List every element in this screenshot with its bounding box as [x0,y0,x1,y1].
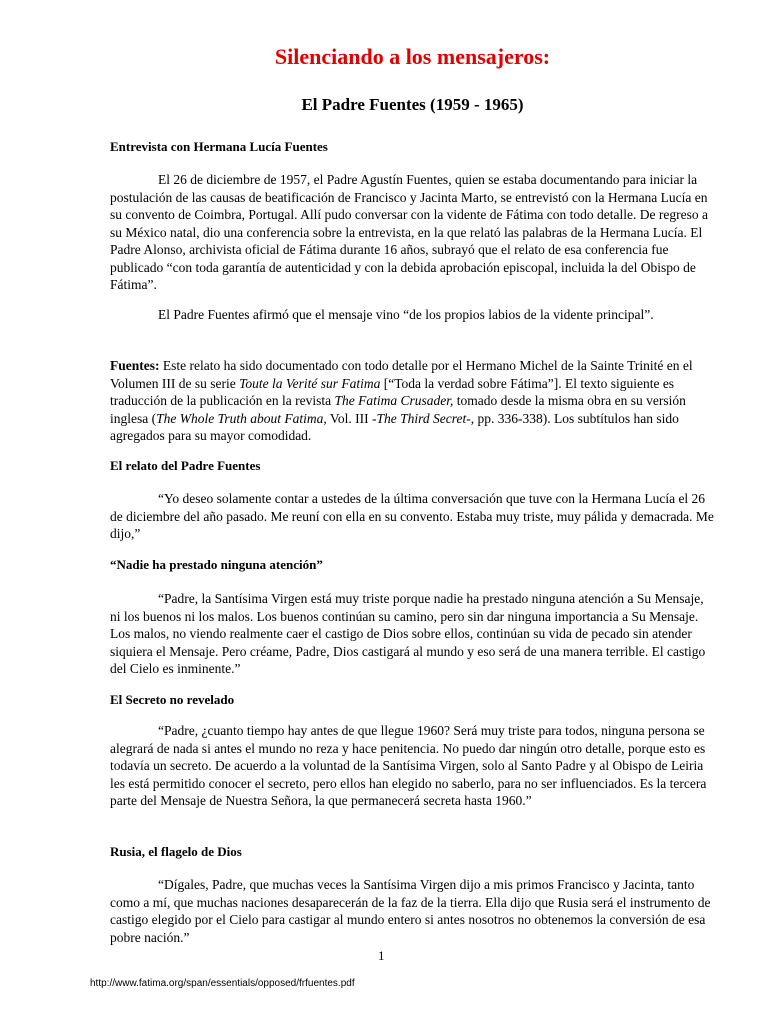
paragraph-vidente: El Padre Fuentes afirmó que el mensaje vino “de los propios labios de la vidente principal”. [158,307,654,322]
document-title: Silenciando a los mensajeros: [274,44,551,69]
note-book-title: Toute la Verité sur Fatima [239,375,381,391]
note-text-e: tomado desde la misma obra en su versión inglesa ( [110,393,686,426]
note-volume-title: The Third Secret [376,410,467,426]
footer-url: http://www.fatima.org/span/essentials/opposed/frfuentes.pdf [90,978,355,989]
section-heading-secreto: El Secreto no revelado [110,692,235,707]
paragraph-entrevista: El 26 de diciembre de 1957, el Padre Agustín Fuentes, quien se estaba documentando para iniciar la postulación de las causas de beatificación de Francisco y Jacinta Marto, se entrevistó con la Hermana Lucía en su convento de Coimbra, Portugal. Allí pudo conversar con la vidente de Fátima con todo detalle. De regreso a su México natal, dio una conferencia sobre la entrevista, en la que relató las palabras de la Hermana Lucía. El Padre Alonso, archivista oficial de Fátima durante 16 años, subrayó que el relato de esa conferencia fue publicado “con toda garantía de autenticidad y con la debida aprobación episcopal, incluida la del Obispo de Fátima”. [110,172,708,292]
note-label: Fuentes: [110,358,160,373]
section-heading-nadie: “Nadie ha prestado ninguna atención” [110,557,323,572]
paragraph-rusia: “Dígales, Padre, que muchas veces la Santísima Virgen dijo a mis primos Francisco y Jacinta, tanto como a mí, que muchas naciones desaparecerán de la faz de la tierra. Ella dijo que Rusia será el instrumento de castigo elegido por el Cielo para castigar al mundo entero si antes nosotros no obtenemos la conversión de esa pobre nación.” [110,877,711,945]
note-text-c: [“Toda la verdad sobre Fátima”]. El texto siguiente es traducción de la publicación en la revista [110,375,675,408]
note-text-g: Vol. III - [326,410,377,426]
page-number: 1 [378,948,385,963]
note-text-i: -, pp. 336-338). Los subtítulos han sido agregados para su mayor comodidad. [110,410,679,443]
paragraph-relato: “Yo deseo solamente contar a ustedes de la última conversación que tuve con la Hermana Lucía el 26 de diciembre del año pasado. Me reuní con ella en su convento. Estaba muy triste, muy pálida y demacrada. Me dijo,” [110,491,714,541]
note-english-title: The Whole Truth about Fatima, [156,410,327,426]
paragraph-secreto: “Padre, ¿cuanto tiempo hay antes de que llegue 1960? Será muy triste para todos, ninguna persona se alegrará de nada si antes el mundo no reza y hace penitencia. No puedo dar ningún otro detalle, porque esto es todavía un secreto. De acuerdo a la voluntad de la Santísima Virgen, solo al Santo Padre y al Obispo de Leiria les está permitido conocer el secreto, pero ellos han elegido no saberlo, para no ser influenciados. Es la tercera parte del Mensaje de Nuestra Señora, la que permanecerá secreta hasta 1960.” [110,723,707,808]
document-subtitle: El Padre Fuentes (1959 - 1965) [301,95,524,114]
note-magazine-title: The Fatima Crusader, [334,393,454,408]
note-text-a: Este relato ha sido documentado con todo detalle por el Hermano Michel de la Sainte Trinité en el Volumen III de su serie [110,358,693,391]
paragraph-fuentes-note [110,357,715,445]
section-heading-relato: El relato del Padre Fuentes [110,458,261,473]
paragraph-nadie: “Padre, la Santísima Virgen está muy triste porque nadie ha prestado ninguna atención a Su Mensaje, ni los buenos ni los malos. Los buenos continúan su camino, pero sin dar ninguna importancia a Su Mensaje. Los malos, no viendo realmente caer el castigo de Dios sobre ellos, continúan su vida de pecado sin atender siquiera el Mensaje. Pero créame, Padre, Dios castigará al mundo y eso será de una manera terrible. El castigo del Cielo es inminente.” [110,591,706,676]
section-heading-rusia: Rusia, el flagelo de Dios [110,844,242,859]
section-heading-entrevista: Entrevista con Hermana Lucía Fuentes [110,139,328,154]
